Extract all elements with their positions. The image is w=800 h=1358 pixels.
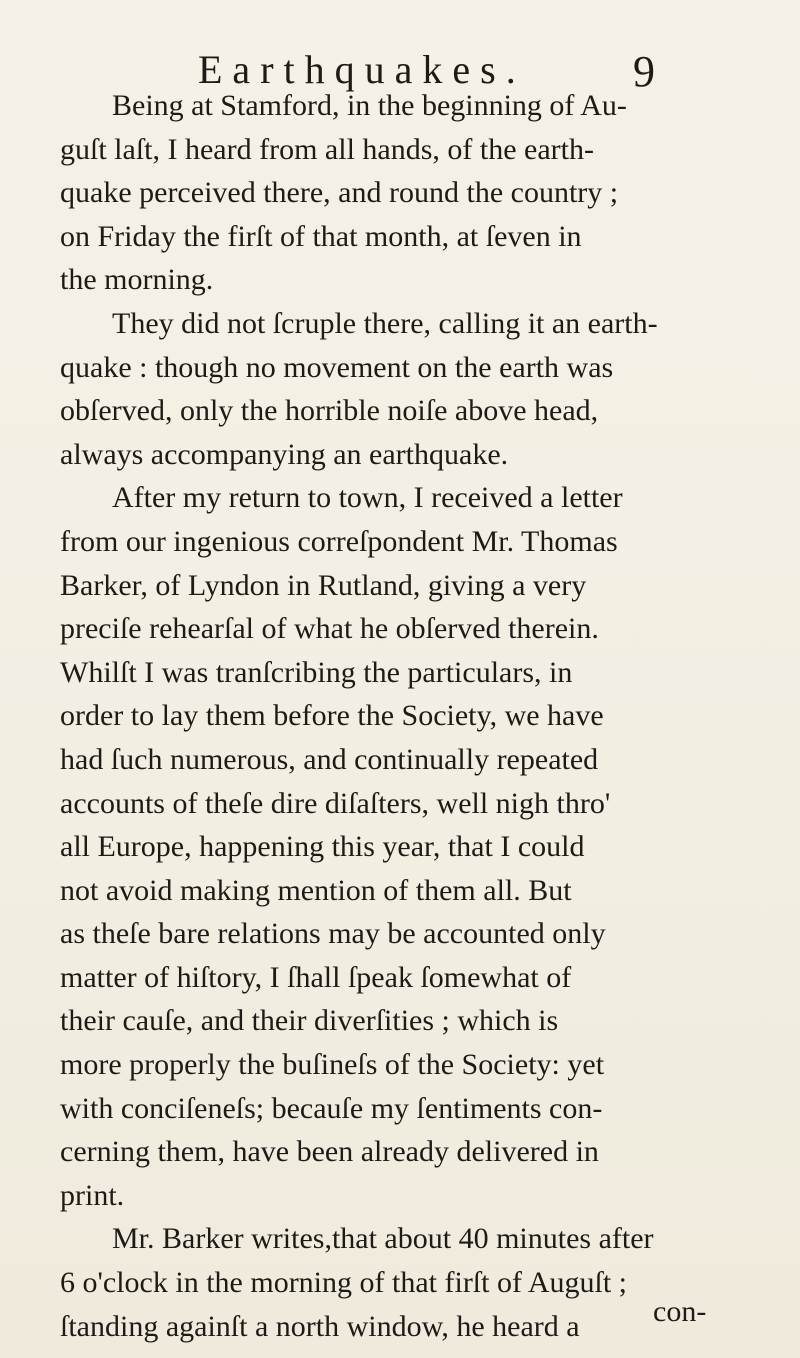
body-text <box>60 84 760 1348</box>
text-line: Whilſt I was tranſcribing the particulars, in <box>60 655 573 689</box>
text-line: guſt laſt, I heard from all hands, of the earth- <box>60 132 594 166</box>
text-line: preciſe rehearſal of what he obſerved therein. <box>60 612 599 646</box>
text-line: order to lay them before the Society, we have <box>60 699 604 733</box>
text-line: After my return to town, I received a letter <box>112 481 623 515</box>
text-line: on Friday the firſt of that month, at ſeven in <box>60 219 582 253</box>
text-line: They did not ſcruple there, calling it an earth- <box>112 306 658 340</box>
text-line: accounts of theſe dire diſaſters, well nigh thro' <box>60 786 611 820</box>
text-line: with conciſeneſs; becauſe my ſentiments con- <box>60 1091 603 1125</box>
text-line: Mr. Barker writes,that about 40 minutes after <box>112 1222 654 1256</box>
text-line: their cauſe, and their diverſities ; which is <box>60 1004 559 1038</box>
text-line: from our ingenious correſpondent Mr. Thomas <box>60 524 618 558</box>
text-line: ſtanding againſt a north window, he heard a <box>60 1309 580 1343</box>
text-line: always accompanying an earthquake. <box>60 437 509 471</box>
text-line: obſerved, only the horrible noiſe above head, <box>60 394 599 428</box>
text-line: as theſe bare relations may be accounted only <box>60 917 606 951</box>
running-head: Earthquakes. <box>198 47 526 92</box>
text-line: Being at Stamford, in the beginning of Au- <box>112 89 627 122</box>
text-line: 6 o'clock in the morning of that firſt of Auguſt ; <box>60 1266 627 1300</box>
text-line: all Europe, happening this year, that I could <box>60 830 585 864</box>
text-line: print. <box>60 1178 125 1212</box>
text-line: cerning them, have been already delivered in <box>60 1135 599 1169</box>
text-line: had ſuch numerous, and continually repeated <box>60 742 599 776</box>
text-line: the morning. <box>60 263 214 297</box>
text-line: Barker, of Lyndon in Rutland, giving a very <box>60 568 587 602</box>
text-line: not avoid making mention of them all. But <box>60 873 572 907</box>
text-line: matter of hiſtory, I ſhall ſpeak ſomewhat of <box>60 960 572 994</box>
text-line: quake : though no movement on the earth was <box>60 350 614 384</box>
text-line: more properly the buſineſs of the Society: yet <box>60 1048 605 1082</box>
text-line: quake perceived there, and round the country ; <box>60 176 619 210</box>
page-number: 9 <box>633 47 655 96</box>
catchword: con- <box>653 1295 707 1328</box>
